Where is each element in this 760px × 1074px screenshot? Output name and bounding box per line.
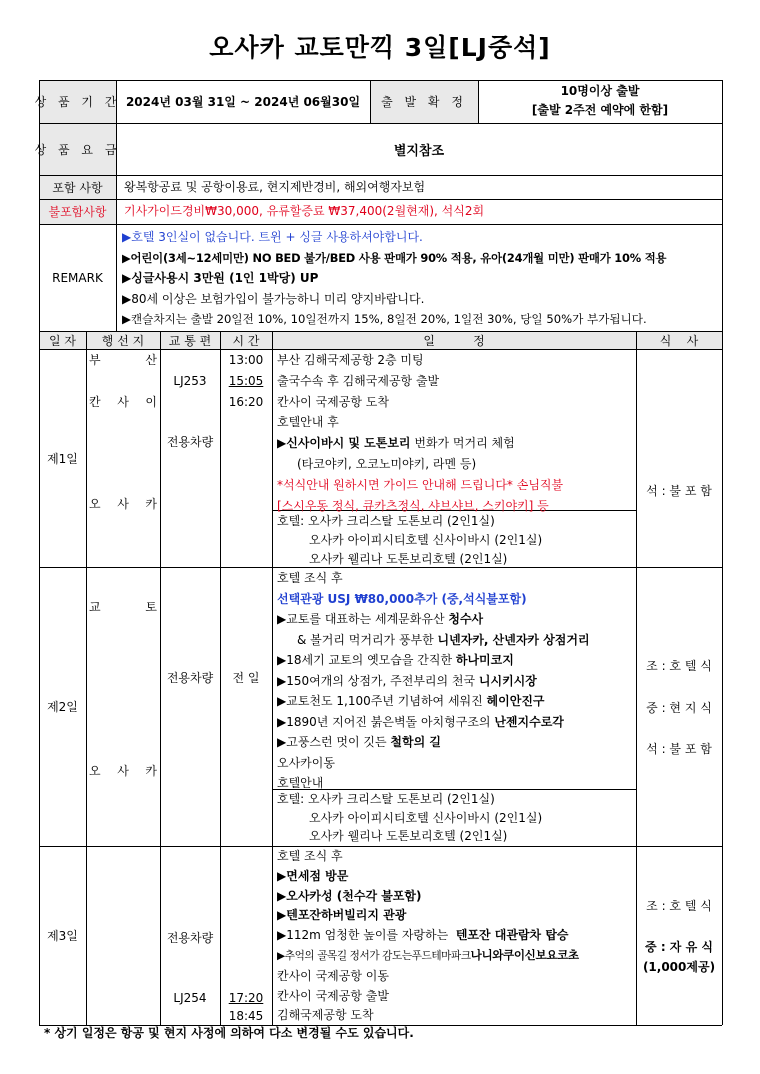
itinerary-line [277,712,635,733]
itinerary-line [277,433,635,454]
plain-text: ▶교토를 대표하는 세계문화유산 [277,612,449,626]
header-itinerary: 일 정 [423,333,485,348]
remark-label: REMARK [52,270,103,285]
day2-city-kyoto [89,598,157,615]
itinerary-line: *석식안내 원하시면 가이드 안내해 드립니다* 손님직불 [277,477,564,492]
itinerary-line [277,609,635,630]
page-title: 오사카 교토만끽 3일[LJ중석] [209,33,551,62]
day3-itinerary [277,847,635,1026]
day2-transport: 전용차량 [166,670,214,685]
itinerary-line: (타코야키, 오코노미야키, 라멘 등) [297,456,477,471]
remark-item: ▶어린이(3세~12세미만) NO BED 불가/BED 사용 판매가 90% 적용, 유아(24개월 미만) 판매가 10% 적용 [122,250,667,265]
day3-meal-breakfast: 조 : 호 텔 식 [646,898,712,913]
itinerary-line: 호텔안내 [277,776,324,790]
itinerary-line [277,732,635,753]
day2-meal-dinner: 석 : 불 포 함 [646,741,712,756]
itinerary-line: 칸사이 국제공항 도착 [277,394,389,409]
itinerary-line: 출국수속 후 김해국제공항 출발 [277,373,440,388]
header-time: 시 간 [232,333,260,348]
footnote: * 상기 일정은 항공 및 현지 사정에 의하여 다소 변경될 수도 있습니다. [44,1026,414,1040]
border-line [722,80,723,1025]
departure-value [478,82,722,122]
header-date: 일 자 [49,333,76,348]
hotel-line: 호텔: 오사카 크리스탈 도톤보리 (2인1실) [277,792,495,806]
itinerary-line [277,946,635,967]
day3-time: 17:20 [228,991,264,1005]
plain-text: ▶1890년 지어진 붉은벽돌 아치형구조의 [277,714,495,729]
day3-meal-lunch: 중 : 자 유 식 [645,939,713,954]
city-text: 부 산 [89,353,157,367]
plain-text: & 볼거리 먹거리가 풍부한 [297,632,438,647]
city-text: 교 토 [89,600,157,614]
day1-hotels [277,512,635,569]
departure-label: 출 발 확 정 [381,95,467,109]
itinerary-line: 호텔 조식 후 [277,849,343,863]
day1-transport: 전용차량 [166,434,214,449]
day1-time: 15:05 [228,374,264,388]
itinerary-line: 칸사이 국제공항 이동 [277,968,389,983]
itinerary-line: [스시우동 정식, 큐카츠정식, 샤브샤브, 스키야키] 등 [277,498,549,513]
highlight-text: 니시키시장 [478,673,537,688]
highlight-text: ▶신사이바시 및 도톤보리 [277,436,411,451]
plain-text: ▶고풍스런 멋이 깃든 [277,735,391,749]
day2-label: 제2일 [47,700,78,714]
itinerary-line [277,671,635,692]
plain-text: ▶추억의 골목길 정서가 감도는푸드테마파크 [277,949,471,962]
day1-time: 13:00 [228,353,264,367]
day3-transport: 전용차량 [166,930,214,945]
price-value: 별지참조 [393,143,445,159]
included-value: 왕복항공료 및 공항이용료, 현지제반경비, 해외여행자보험 [124,180,426,194]
plain-text: ▶112m 엄청한 높이를 자랑하는 [277,928,456,943]
day3-flight: LJ254 [173,991,207,1005]
border-line [39,175,722,176]
city-text: 오 사 카 [89,764,157,778]
day2-itinerary [277,568,635,794]
plain-text: ▶교토천도 1,100주년 기념하여 세워진 [277,694,487,708]
itinerary-line: ▶오사카성 (천수각 불포함) [277,888,422,903]
day1-label: 제1일 [47,451,78,466]
itinerary-line [277,691,635,712]
day1-flight: LJ253 [173,374,207,388]
border-line [272,331,273,1025]
period-label: 상 품 기 간 [34,95,121,109]
excluded-label: 불포함사항 [48,205,107,219]
highlight-text: 니넨자카, 산넨자카 상점거리 [437,632,590,647]
day2-hotels [277,790,635,846]
itinerary-line: 부산 김해국제공항 2층 미팅 [277,353,424,367]
day2-meal-lunch: 중 : 현 지 식 [646,700,712,715]
itinerary-line [277,926,635,946]
header-destination: 행 선 지 [101,333,145,348]
included-label: 포함 사항 [52,180,103,195]
day1-city-kansai [89,393,157,410]
highlight-text: 텐포잔 대관람차 탑승 [455,928,569,943]
itinerary-line: 호텔안내 후 [277,415,339,430]
departure-line1: 10명이상 출발 [560,84,640,98]
itinerary-line [277,650,635,671]
header-meal: 식 사 [659,333,699,348]
highlight-text: 철학의 길 [390,735,441,749]
day1-meal: 석 : 불 포 함 [646,483,712,498]
day2-meal-breakfast: 조 : 호 텔 식 [646,658,712,673]
day2-city-osaka [89,762,157,779]
period-value: 2024년 03월 31일 ~ 2024년 06월30일 [125,95,361,109]
hotel-line: 오사카 웰리나 도톤보리호텔 (2인1실) [309,829,508,843]
border-line [636,331,637,1025]
day1-itinerary [277,350,635,516]
border-line [39,224,722,225]
header-transport: 교 통 편 [168,333,212,348]
itinerary-line: 칸사이 국제공항 출발 [277,988,389,1003]
plain-text: 번화가 먹거리 체험 [410,436,515,451]
day3-time: 18:45 [228,1009,264,1023]
day2-time: 전 일 [232,670,260,685]
remark-list [122,227,720,330]
hotel-line: 오사카 아이피시티호텔 신사이바시 (2인1실) [309,533,543,547]
price-label: 상 품 요 금 [34,142,121,157]
remark-item: ▶캔슬차지는 출발 20일전 10%, 10일전까지 15%, 8일전 20%, 1일전 30%, 당일 50%가 부가됩니다. [122,312,647,326]
plain-text: ▶18세기 교토의 옛모습을 간직한 [277,653,456,667]
highlight-text: 청수사 [448,612,484,626]
remark-item: ▶싱글사용시 3만원 (1인 1박당) UP [122,271,319,285]
highlight-text: 하나미코지 [455,653,514,667]
highlight-text: 나니와쿠이신보요코초 [470,947,579,962]
highlight-text: 난젠지수로각 [494,714,564,729]
itinerary-line: 김해국제공항 도착 [277,1008,374,1023]
day1-time: 16:20 [228,395,264,409]
itinerary-line: ▶면세점 방문 [277,868,349,883]
highlight-text: 헤이안진구 [486,694,545,708]
border-line [86,331,87,1025]
city-text: 오 사 카 [89,497,157,511]
hotel-line: 오사카 아이피시티호텔 신사이바시 (2인1실) [309,810,543,825]
day1-city-osaka [89,495,157,512]
itinerary-line: 호텔 조식 후 [277,571,343,585]
remark-item: ▶80세 이상은 보험가입이 불가능하니 미리 양지바랍니다. [122,291,425,306]
itinerary-line: ▶텐포잔하버빌리지 관광 [277,908,407,923]
excluded-value: 기사가이드경비₩30,000, 유류할증료 ₩37,400(2월현재), 석식2회 [124,204,485,218]
border-line [39,199,722,200]
hotel-line: 오사카 웰리나 도톤보리호텔 (2인1실) [309,552,508,566]
itinerary-line [277,630,635,651]
plain-text: ▶150여개의 상점가, 주전부리의 천국 [277,673,479,688]
itinerary-line: 선택관광 USJ ₩80,000추가 (중,석식불포함) [277,591,527,606]
day3-label: 제3일 [47,929,78,943]
hotel-line: 호텔: 오사카 크리스탈 도톤보리 (2인1실) [277,514,495,528]
remark-item: ▶호텔 3인실이 없습니다. 트윈 + 싱글 사용하셔야합니다. [122,230,423,244]
day3-meal-lunch-note: (1,000제공) [642,959,716,974]
departure-line2: [출발 2주전 예약에 한함] [531,103,669,117]
city-text: 칸 사 이 [89,395,157,409]
itinerary-line: 오사카이동 [277,755,335,770]
day1-city-busan [89,351,157,368]
